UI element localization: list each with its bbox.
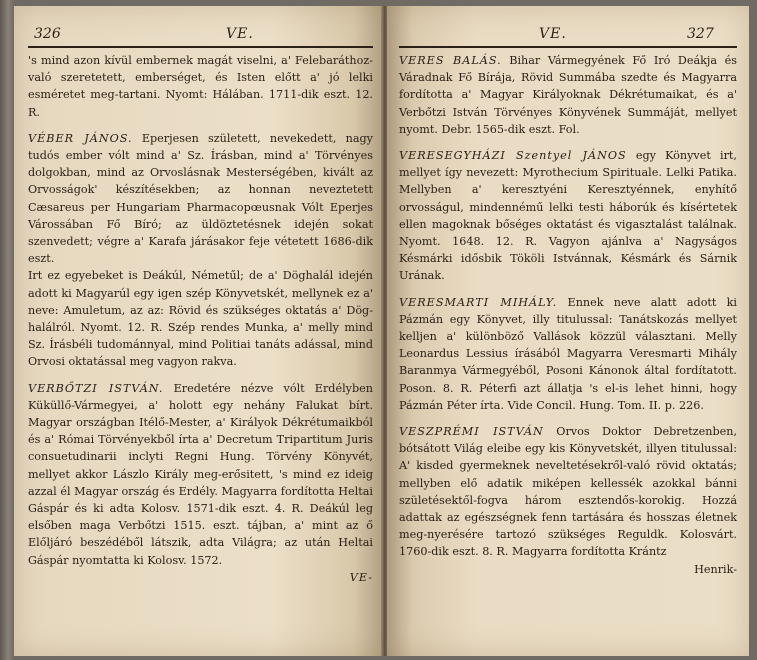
entry-veresegyhazi-janos	[399, 147, 737, 285]
page-number-right: 327	[687, 26, 714, 42]
right-page-text	[399, 52, 737, 578]
entry-name: VERBŐTZI ISTVÁN.	[28, 381, 164, 395]
entry-veszpremi-istvan	[399, 423, 737, 561]
entry-name: VERESEGYHÁZI Szentyel JÁNOS	[399, 149, 627, 163]
entry-veresmarti-mihaly	[399, 294, 737, 414]
entry-text: Eperjesen született, nevekedett, nagy tudós ember vólt mind a' Sz. Írásban, mind a' Törvényes dolgokban, mind az Orvoslásnak Mesterségében, kivált az Orvosságok' készítésekben; az honnan neveztetett Cæsareus per Hungariam Pharmacopœusnak Vólt Eperjes Várossában Fő Bíró; az üldöztetésnek idején sokat szenvedett; végre a' Karafa járásakor feje vétetett 1686-dik eszt.	[28, 131, 373, 266]
entry-name: VESZPRÉMI ISTVÁN	[399, 425, 544, 439]
running-head-left: VE.	[226, 26, 254, 42]
catchword-right: Henrik-	[694, 562, 737, 576]
entry-name: VERES BALÁS.	[399, 54, 502, 67]
right-page-header	[387, 24, 749, 48]
entry-text: Bihar Vármegyének Fő Iró Deákja és Váradnak Fő Bírája, Rövid Summába szedte és Magyarra fordította a' Magyar Királyoknak Dékrétumaikat, és a' Verbőtzi István Törvényes Könyvének Summáját, mellyet nyomt. Debr. 1565-dik eszt. Fol.	[399, 54, 737, 136]
entry-text: Ennek neve alatt adott ki Pázmán egy Könyvet, illy titulussal: Tanátskozás mellyet kelljen a' különböző Vallások közzül választani. Melly Leonardus Lessius írásából Magyarra Veresmarti Mihály Baranmya Vármegyéből, Posoni Kánonok által fordítatott. Poson. 8. R. Péterfi azt állatja 's el-is lehet hinni, hogy Pázmán Péter írta. Vide Concil. Hung. Tom. II. p. 226.	[399, 295, 738, 412]
entry-verbotzi-istvan	[28, 380, 373, 569]
entry-text: Orvos Doktor Debretzenben, bótsátott Világ eleibe egy kis Könyvetskét, illyen titulussal: A' kisded gyermeknek neveltetésekről-való rövid oktatás; mellyben elő adatik miképen kellessék azokkal bánni születésektől-fogva három esztendős-korokig. Hozzá adattak az egészségnek fenn tartására és hosszas életnek meg-nyerésére tartozó szükséges Reguldk. Kolosvárt. 1760-dik eszt. 8. R. Magyarra fordította Krántz	[399, 425, 737, 559]
header-rule-left	[28, 46, 373, 48]
catchword-left: VE-	[349, 570, 373, 584]
right-page	[387, 6, 749, 656]
entry-text: Eredetére nézve vólt Erdélyben Küküllő-Vármegyei, a' holott egy nehány Falukat bírt. Magyar országban Itélő-Mester, a' Királyok Dékrétumaikból és a' Római Törvényekből írta a' Decretum Tripartitum Juris consuetudinarii inclyti Regni Hung. Törvény Könyvét, mellyet akkor Lászlo Király meg-erősitett, 's mind ez ideig azzal él Magyar ország és Erdély. Magyarra fordította Heltai Gáspár és ki adta Kolosv. 1571-dik eszt. 4. R. Deákúl leg elsőben maga Verbőtzi 1515. eszt. tájban, a' mint az ő Előljáró beszédéből látszik, adta Világra; az után Heltai Gáspár nyomtatta ki Kolosv. 1572.	[28, 381, 373, 567]
entry-veber-janos	[28, 130, 373, 268]
entry-text: Irt ez egyebeket is Deákúl, Németűl; de a' Döghalál idején adott ki Magyarúl egy igen szép Könyvetskét, mellynek ez a' neve: Amuletum, az az: Rövid és szükséges oktatás a' Dög-halálról. Nyomt. 12. R. Szép rendes Munka, a' melly mind Sz. Írásbéli tudománnyal, mind Politiai tanáts adással, mind Orvosi oktatással meg vagyon rakva.	[28, 269, 373, 369]
running-head-right: VE.	[539, 26, 567, 42]
entry-name: VERESMARTI MIHÁLY.	[399, 295, 558, 309]
page-number-left: 326	[34, 26, 61, 42]
entry-veres-balas	[399, 52, 737, 138]
left-page	[14, 6, 383, 656]
header-rule-right	[399, 46, 737, 48]
entry-name: VÉBER JÁNOS.	[28, 131, 133, 145]
entry-text: 's mind azon kívül embernek magát viselni, a' Felebaráthoz-való szeretetett, emberséget, és Isten előtt a' jó lelki esméretet meg-tartani. Nyomt: Hálában. 1711-dik eszt. 12. R.	[28, 54, 373, 119]
left-page-header	[14, 24, 383, 48]
left-page-text	[28, 52, 373, 586]
entry-text: egy Könyvet irt, mellyet így nevezett: Myrothecium Spirituale. Lelki Patika. Mellyben a' keresztyéni Keresztyénnek, enyhítő orvosságul, mindennémű lelki testi háborúk és kísértetek ellen magoknak bőséges oktatást és vigasztalást találnak. Nyomt. 1648. 12. R. Vagyon ajánlva a' Nagyságos Késmárki idősbik Tököli Istvánnak, Késmárk és Sárnik Urának.	[399, 149, 737, 283]
